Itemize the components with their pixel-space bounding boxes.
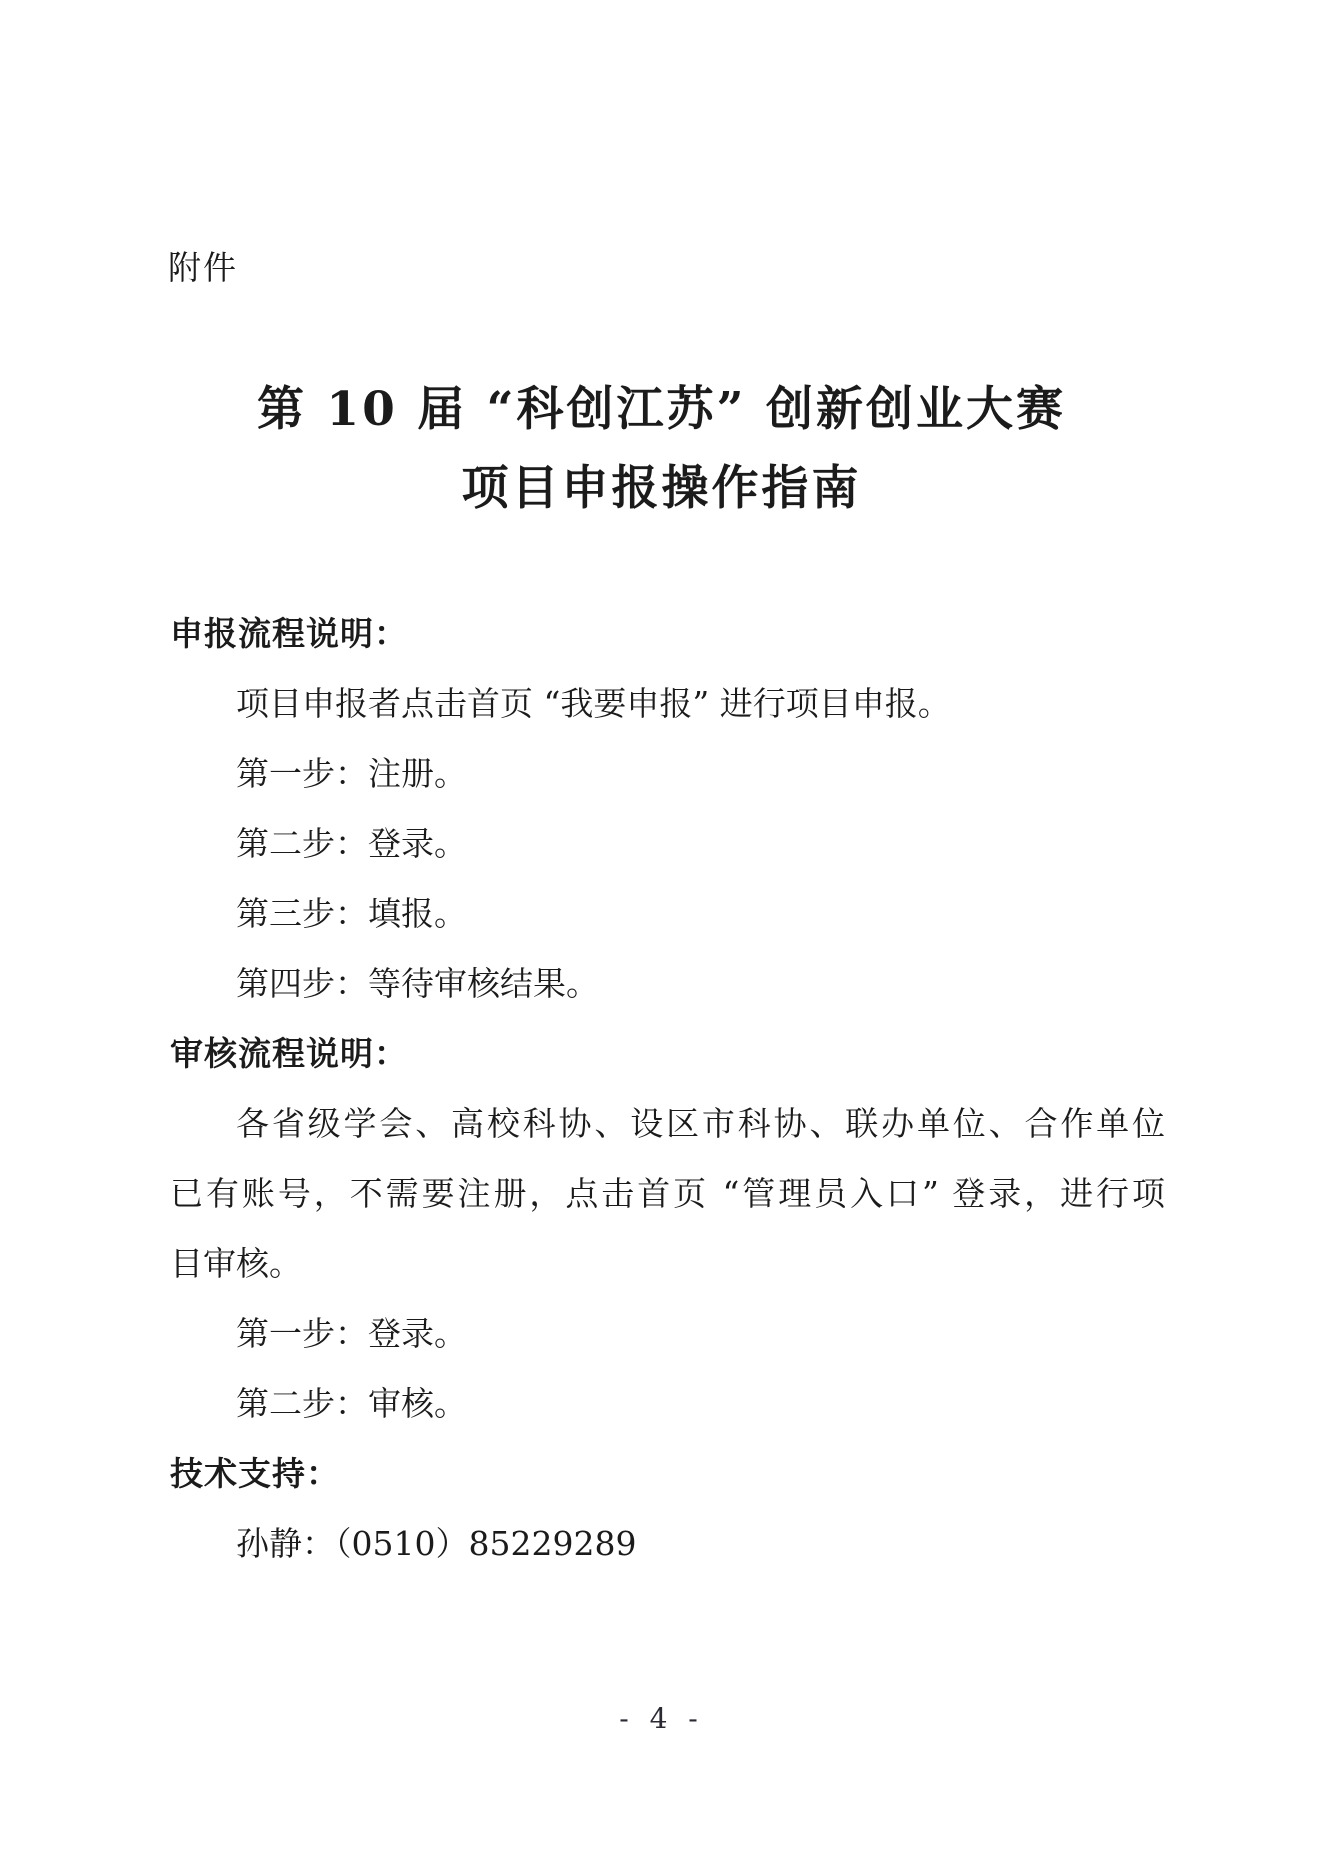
title-line-1: 第 10 届 “科创江苏” 创新创业大赛 <box>257 382 1066 437</box>
review-paragraph-line-3: 目审核。 <box>170 1244 302 1283</box>
document-body <box>170 599 1165 1579</box>
page-number: - 4 - <box>619 1702 704 1735</box>
application-step-3: 第三步：填报。 <box>236 894 467 933</box>
review-step-1: 第一步：登录。 <box>236 1314 467 1353</box>
application-step-2: 第二步：登录。 <box>236 824 467 863</box>
application-intro-line: 项目申报者点击首页 “我要申报” 进行项目申报。 <box>236 684 951 723</box>
title-line-2: 项目申报操作指南 <box>461 461 862 516</box>
section-heading-tech-support: 技术支持： <box>170 1454 340 1493</box>
application-step-4: 第四步：等待审核结果。 <box>236 964 599 1003</box>
review-paragraph-line-1: 各省级学会、高校科协、设区市科协、联办单位、合作单位 <box>236 1104 1165 1143</box>
review-step-2: 第二步：审核。 <box>236 1384 467 1423</box>
application-step-1: 第一步：注册。 <box>236 754 467 793</box>
section-heading-application-process: 申报流程说明： <box>170 614 408 653</box>
review-paragraph-line-2: 已有账号，不需要注册，点击首页 “管理员入口” 登录，进行项 <box>170 1174 1165 1213</box>
tech-support-contact: 孙静：（0510）85229289 <box>236 1524 637 1563</box>
attachment-label: 附件 <box>168 248 238 287</box>
document-title <box>0 370 1323 528</box>
section-heading-review-process: 审核流程说明： <box>170 1034 408 1073</box>
